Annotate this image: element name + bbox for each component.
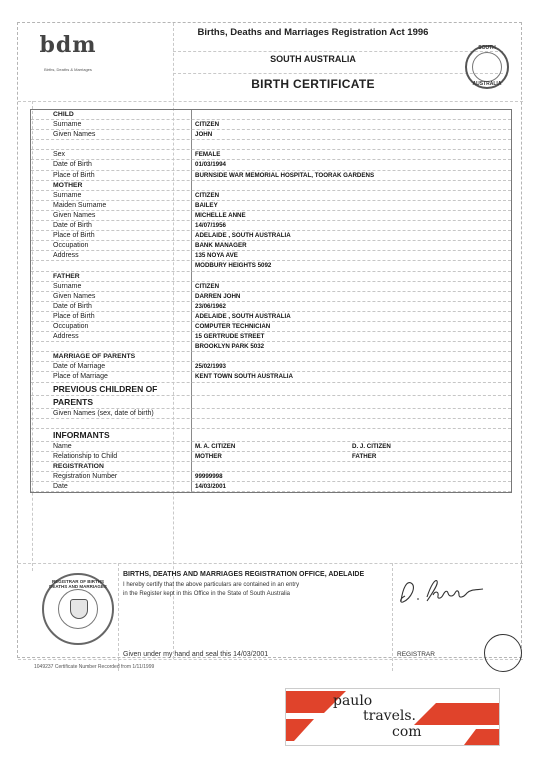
field-label: Surname: [53, 282, 82, 290]
field-value: MODBURY HEIGHTS 5092: [195, 262, 272, 270]
certificate-row: [31, 282, 511, 292]
seal-top-text: SOUTH: [478, 45, 496, 51]
certificate-row: [31, 150, 511, 160]
logo-text: bdm: [39, 32, 97, 58]
certificate-row: [31, 396, 511, 409]
footer-guide: [118, 563, 119, 671]
certificate-row: [31, 452, 511, 462]
field-label: Address: [53, 333, 79, 341]
certificate-row: [31, 110, 511, 120]
header-divider: [18, 101, 523, 102]
header-rule: [173, 51, 503, 52]
field-label: Relationship to Child: [53, 452, 118, 460]
field-value: BAILEY: [195, 201, 218, 209]
certificate-row: [31, 419, 511, 429]
field-label: Date of Marriage: [53, 363, 106, 371]
registrar-signature: [397, 575, 487, 609]
field-value: COMPUTER TECHNICIAN: [195, 322, 271, 330]
watermark-line-2: travels.: [363, 708, 416, 724]
particulars-table: [30, 109, 512, 493]
certificate-row: [31, 211, 511, 221]
certificate-row: [31, 160, 511, 170]
certificate-row: [31, 221, 511, 231]
certificate-row: [31, 472, 511, 482]
certify-line-1: I hereby certify that the above particulars are contained in an entry: [123, 582, 300, 588]
certificate-row: [31, 140, 511, 150]
certificate-row: [31, 342, 511, 352]
field-value: 14/07/1956: [195, 222, 226, 230]
field-value: KENT TOWN SOUTH AUSTRALIA: [195, 373, 293, 381]
certificate-row: [31, 362, 511, 372]
field-value: CITIZEN: [195, 191, 220, 199]
field-value: 25/02/1993: [195, 363, 226, 371]
watermark-line-3: com: [392, 724, 422, 740]
certificate-row: [31, 241, 511, 251]
header-rule: [173, 73, 503, 74]
field-value: CITIZEN: [195, 121, 220, 129]
field-label: INFORMANTS: [53, 429, 110, 440]
field-label: Maiden Surname: [53, 201, 107, 209]
field-value: DARREN JOHN: [195, 292, 241, 300]
field-label: Given Names: [53, 211, 96, 219]
field-value-second-informant: FATHER: [352, 452, 377, 460]
seal-emblem-icon: [472, 52, 502, 82]
field-value: 23/06/1962: [195, 302, 226, 310]
certificate-row: [31, 332, 511, 342]
field-value: 99999998: [195, 473, 223, 480]
field-value: ADELAIDE , SOUTH AUSTRALIA: [195, 232, 291, 240]
field-label: Place of Birth: [53, 171, 95, 179]
state-name: SOUTH AUSTRALIA: [270, 54, 356, 64]
field-value: BROOKLYN PARK 5032: [195, 343, 265, 351]
field-label: Occupation: [53, 242, 89, 250]
field-label: Place of Birth: [53, 312, 95, 320]
field-label: PREVIOUS CHILDREN OF: [53, 383, 158, 394]
birth-certificate: [17, 22, 522, 670]
certificate-row: [31, 171, 511, 181]
field-label: Place of Marriage: [53, 373, 108, 381]
field-label: Address: [53, 252, 79, 260]
registration-office: BIRTHS, DEATHS AND MARRIAGES REGISTRATION OFFICE, ADELAIDE: [123, 571, 365, 578]
certificate-row: [31, 442, 511, 452]
logo-subtitle: Births, Deaths & Marriages: [44, 67, 92, 72]
field-value: JOHN: [195, 131, 213, 139]
certificate-row: [31, 372, 511, 382]
certificate-row: [31, 409, 511, 419]
field-label: Given Names (sex, date of birth): [53, 409, 154, 417]
certificate-row: [31, 462, 511, 472]
certificate-row: [31, 352, 511, 362]
certificate-title: BIRTH CERTIFICATE: [251, 77, 375, 91]
certificate-row: [31, 312, 511, 322]
field-label: MARRIAGE OF PARENTS: [53, 353, 136, 361]
stamp-ring-text: REGISTRAR OF BIRTHS DEATHS AND MARRIAGES: [49, 579, 107, 589]
certificate-number: 1049237 Certificate Number Recorded from 1/11/1999: [34, 664, 155, 670]
field-label: Date of Birth: [53, 222, 92, 230]
given-under-hand: Given under my hand and seal this 14/03/2001: [123, 651, 269, 658]
field-label: Surname: [53, 121, 82, 129]
field-label: Sex: [53, 151, 66, 159]
field-value: MICHELLE ANNE: [195, 211, 246, 219]
field-value: 14/03/2001: [195, 483, 226, 491]
field-value: BURNSIDE WAR MEMORIAL HOSPITAL, TOORAK GARDENS: [195, 171, 375, 179]
registrar-seal-circle: [484, 634, 522, 672]
certificate-row: [31, 322, 511, 332]
field-label: Occupation: [53, 322, 89, 330]
field-label: Date of Birth: [53, 302, 92, 310]
field-label: Given Names: [53, 292, 96, 300]
state-seal: [465, 45, 509, 89]
field-value: ADELAIDE , SOUTH AUSTRALIA: [195, 312, 291, 320]
seal-bottom-text: AUSTRALIA: [472, 81, 502, 87]
field-value: FEMALE: [195, 151, 221, 159]
footer-guide: [392, 563, 393, 671]
field-value: MOTHER: [195, 452, 222, 460]
certificate-row: [31, 383, 511, 396]
certificate-row: [31, 191, 511, 201]
field-value: CITIZEN: [195, 282, 220, 290]
certificate-row: [31, 261, 511, 271]
field-label: Date of Birth: [53, 161, 92, 169]
field-label: FATHER: [53, 272, 80, 280]
field-label: Registration Number: [53, 473, 118, 480]
field-label: REGISTRATION: [53, 462, 104, 470]
certificate-row: [31, 130, 511, 140]
field-label: Given Names: [53, 131, 96, 139]
field-label: Place of Birth: [53, 232, 95, 240]
field-value: BANK MANAGER: [195, 242, 247, 250]
field-value: M. A. CITIZEN: [195, 442, 236, 450]
certificate-row: [31, 251, 511, 261]
paulo-travels-watermark[interactable]: [285, 688, 500, 746]
field-label: Surname: [53, 191, 82, 199]
field-label: Date: [53, 483, 68, 491]
certificate-row: [31, 120, 511, 130]
certificate-row: [31, 482, 511, 492]
registrar-seal-stamp: [42, 573, 114, 645]
watermark-line-1: paulo: [333, 693, 373, 709]
certificate-row: [31, 292, 511, 302]
field-label: PARENTS: [53, 396, 93, 407]
field-value: 01/03/1994: [195, 161, 226, 169]
field-value-second-informant: D. J. CITIZEN: [352, 442, 391, 450]
certificate-row: [31, 429, 511, 442]
field-label: Name: [53, 442, 72, 450]
field-label: MOTHER: [53, 181, 83, 189]
field-value: 135 NOYA AVE: [195, 252, 238, 260]
certificate-row: [31, 181, 511, 191]
certificate-row: [31, 302, 511, 312]
certificate-row: [31, 201, 511, 211]
field-value: 15 GERTRUDE STREET: [195, 333, 265, 341]
footer-rule: [18, 659, 523, 660]
field-label: CHILD: [53, 111, 74, 118]
certificate-row: [31, 231, 511, 241]
certificate-row: [31, 272, 511, 282]
bdm-logo: [32, 33, 104, 91]
crest-icon: [70, 599, 88, 619]
act-title: Births, Deaths and Marriages Registration Act 1996: [197, 27, 429, 38]
certify-line-2: in the Register kept in this Office in the State of South Australia: [123, 591, 290, 597]
registrar-label: REGISTRAR: [397, 651, 435, 658]
certificate-footer: [30, 563, 512, 670]
footer-rule: [18, 563, 523, 564]
